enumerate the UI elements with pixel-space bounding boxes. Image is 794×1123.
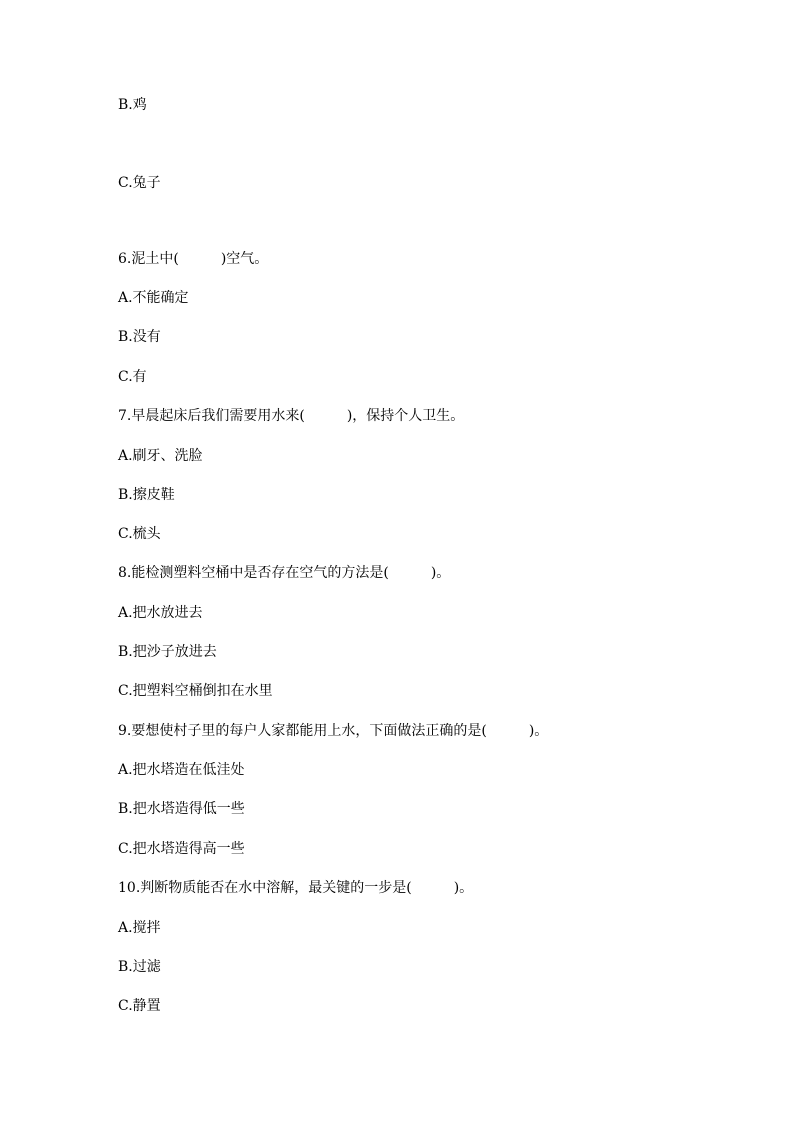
q7-option-c: C.梳头 [118,526,161,542]
q9-stem: 9.要想使村子里的每户人家都能用上水，下面做法正确的是( )。 [118,723,549,739]
q10-option-b: B.过滤 [118,959,161,975]
q6-option-b: B.没有 [118,329,161,345]
q10-option-c: C.静置 [118,998,161,1014]
q6-stem: 6.泥土中( )空气。 [118,251,269,267]
q8-option-b: B.把沙子放进去 [118,644,217,660]
q5-option-c: C.兔子 [118,175,161,191]
q8-stem: 8.能检测塑料空桶中是否存在空气的方法是( )。 [118,565,451,581]
q7-stem: 7.早晨起床后我们需要用水来( )，保持个人卫生。 [118,408,465,424]
q8-option-a: A.把水放进去 [118,605,203,621]
q10-option-a: A.搅拌 [118,920,161,936]
q8-option-c: C.把塑料空桶倒扣在水里 [118,683,273,699]
q5-option-b: B.鸡 [118,97,147,113]
q9-option-b: B.把水塔造得低一些 [118,801,245,817]
q7-option-b: B.擦皮鞋 [118,487,175,503]
q6-option-c: C.有 [118,369,147,385]
q7-option-a: A.刷牙、洗脸 [118,448,203,464]
q9-option-a: A.把水塔造在低洼处 [118,762,245,778]
q6-option-a: A.不能确定 [118,290,189,306]
q10-stem: 10.判断物质能否在水中溶解，最关键的一步是( )。 [118,880,474,896]
q9-option-c: C.把水塔造得高一些 [118,841,245,857]
